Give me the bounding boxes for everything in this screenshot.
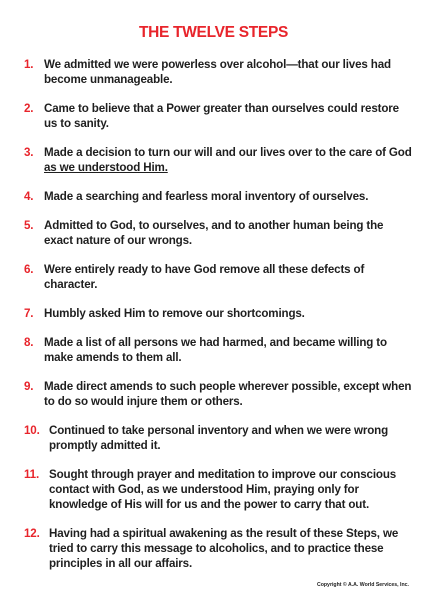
step-number: 5. xyxy=(24,219,34,232)
step-10 xyxy=(24,423,414,453)
step-text: Humbly asked Him to remove our shortcomings. xyxy=(44,307,305,320)
step-text: Continued to take personal inventory and when we were wrong promptly admitted it. xyxy=(49,424,389,452)
step-number: 10. xyxy=(24,424,40,437)
step-text: Made a decision to turn our will and our lives over to the care of God xyxy=(44,146,412,159)
step-text: We admitted we were powerless over alcohol—that our lives had become unmanageable. xyxy=(44,58,391,86)
step-text-underlined: as we understood Him. xyxy=(44,161,168,174)
step-6 xyxy=(24,262,414,292)
step-number: 6. xyxy=(24,263,34,276)
step-1 xyxy=(24,57,414,87)
step-text: Sought through prayer and meditation to improve our conscious contact with God, as we understood Him, praying only for knowledge of His will for us and the power to carry that out. xyxy=(49,468,397,511)
step-12 xyxy=(24,526,414,571)
step-9 xyxy=(24,379,414,409)
step-5 xyxy=(24,218,414,248)
step-number: 8. xyxy=(24,336,34,349)
step-7 xyxy=(24,306,414,321)
step-8 xyxy=(24,335,414,365)
step-number: 9. xyxy=(24,380,34,393)
page-title: THE TWELVE STEPS xyxy=(138,24,289,41)
step-text: Made direct amends to such people wherever possible, except when to do so would injure them or others. xyxy=(44,380,412,408)
step-11 xyxy=(24,467,414,512)
step-number: 3. xyxy=(24,146,34,159)
step-number: 1. xyxy=(24,58,34,71)
step-text: Made a list of all persons we had harmed, and became willing to make amends to them all. xyxy=(44,336,387,364)
step-text: Were entirely ready to have God remove all these defects of character. xyxy=(44,263,365,291)
step-4 xyxy=(24,189,414,204)
step-2 xyxy=(24,101,414,131)
step-text: Made a searching and fearless moral inventory of ourselves. xyxy=(44,190,369,203)
step-3 xyxy=(24,145,414,175)
step-number: 7. xyxy=(24,307,34,320)
step-number: 11. xyxy=(24,468,40,481)
steps-list xyxy=(24,57,414,571)
step-number: 4. xyxy=(24,190,34,203)
step-text: Having had a spiritual awakening as the result of these Steps, we tried to carry this message to alcoholics, and to practice these principles in all our affairs. xyxy=(49,527,399,570)
step-number: 2. xyxy=(24,102,34,115)
copyright-notice: Copyright © A.A. World Services, Inc. xyxy=(316,582,409,588)
step-text: Came to believe that a Power greater than ourselves could restore us to sanity. xyxy=(44,102,399,130)
step-text: Admitted to God, to ourselves, and to another human being the exact nature of our wrongs. xyxy=(44,219,384,247)
step-number: 12. xyxy=(24,527,40,540)
